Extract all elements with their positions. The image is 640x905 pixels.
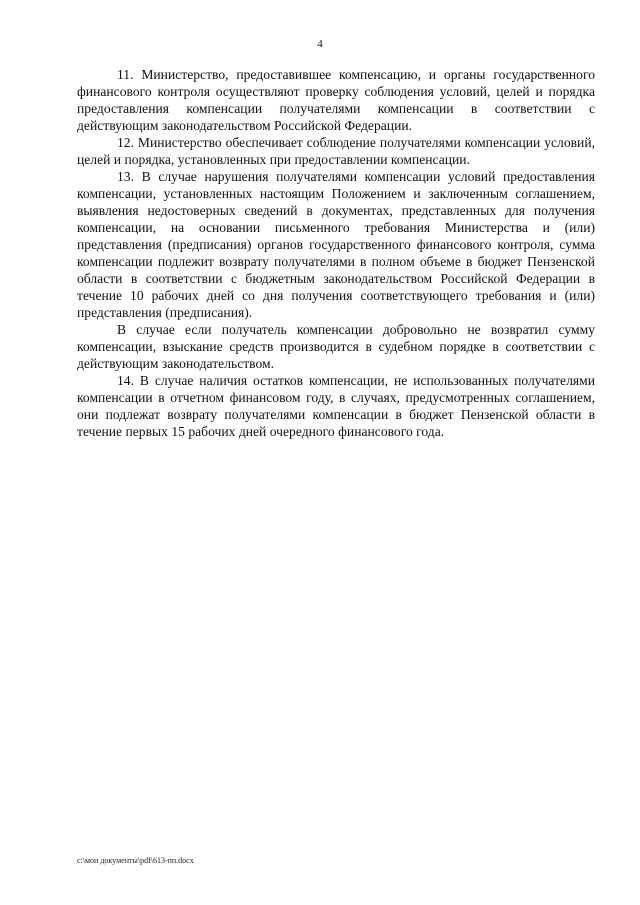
footer-file-path: c:\мои документы\pdf\613-пп.docx — [77, 856, 194, 865]
paragraph-12: 12. Министерство обеспечивает соблюдение получателями компенсации условий, целей и порядка, установленных при предоставлении компенсации. — [77, 135, 595, 167]
document-body — [77, 66, 595, 440]
paragraph-11: 11. Министерство, предоставившее компенсацию, и органы государственного финансового контроля осуществляют проверку соблюдения условий, целей и порядка предоставления компенсации получателями компенсации в соответствии с действующим законодательством Российской Федерации. — [77, 67, 595, 133]
paragraph-13-continuation: В случае если получатель компенсации добровольно не возвратил сумму компенсации, взыскание средств производится в судебном порядке в соответствии с действующим законодательством. — [77, 322, 595, 371]
paragraph-13: 13. В случае нарушения получателями компенсации условий предоставления компенсации, установленных настоящим Положением и заключенным соглашением, выявления недостоверных сведений в документах, представленных для получения компенсации, на основании письменного требования Министерства и (или) представления (предписания) органов государственного финансового контроля, сумма компенсации подлежит возврату получателями в полном объеме в бюджет Пензенской области в соответствии с бюджетным законодательством Российской Федерации в течение 10 рабочих дней со дня получения соответствующего требования и (или) представления (предписания). — [77, 169, 595, 320]
paragraph-14: 14. В случае наличия остатков компенсации, не использованных получателями компенсации в отчетном финансовом году, в случаях, предусмотренных соглашением, они подлежат возврату получателями компенсации в бюджет Пензенской области в течение первых 15 рабочих дней очередного финансового года. — [77, 373, 595, 439]
page-number: 4 — [317, 38, 323, 50]
